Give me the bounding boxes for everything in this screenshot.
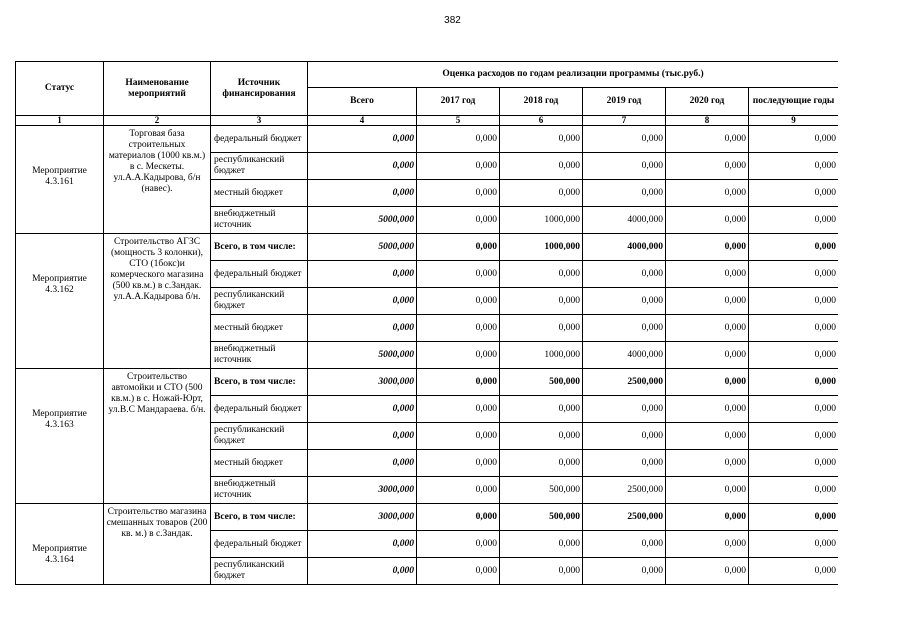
value-cell: 4000,000 — [583, 207, 666, 234]
value-cell: 0,000 — [583, 126, 666, 153]
value-cell: 1000,000 — [500, 342, 583, 369]
value-cell: 0,000 — [583, 153, 666, 180]
value-cell: 0,000 — [749, 423, 839, 450]
value-cell: 0,000 — [500, 288, 583, 315]
value-total: 3000,000 — [308, 369, 417, 396]
col-number: 5 — [417, 116, 500, 126]
value-cell: 0,000 — [417, 369, 500, 396]
value-cell: 0,000 — [583, 423, 666, 450]
value-cell: 0,000 — [500, 558, 583, 585]
expenses-table — [15, 61, 838, 585]
value-cell: 0,000 — [666, 180, 749, 207]
funding-source: местный бюджет — [211, 315, 308, 342]
header-estimate: Оценка расходов по годам реализации программы (тыс.руб.) — [308, 62, 839, 88]
value-cell: 0,000 — [417, 558, 500, 585]
value-total: 0,000 — [308, 126, 417, 153]
value-cell: 0,000 — [417, 396, 500, 423]
header-year-2019: 2019 год — [583, 88, 666, 116]
value-cell: 0,000 — [583, 288, 666, 315]
funding-source: внебюджетный источник — [211, 342, 308, 369]
event-status: Мероприятие 4.3.163 — [16, 369, 104, 504]
value-cell: 1000,000 — [500, 207, 583, 234]
value-cell: 0,000 — [417, 342, 500, 369]
value-cell: 0,000 — [749, 234, 839, 261]
value-cell: 0,000 — [500, 450, 583, 477]
value-total: 0,000 — [308, 423, 417, 450]
funding-source: внебюджетный источник — [211, 207, 308, 234]
value-cell: 0,000 — [666, 369, 749, 396]
value-cell: 0,000 — [666, 234, 749, 261]
value-cell: 0,000 — [583, 315, 666, 342]
value-total: 0,000 — [308, 153, 417, 180]
value-cell: 0,000 — [749, 369, 839, 396]
funding-source: внебюджетный источник — [211, 477, 308, 504]
event-name: Торговая база строительных материалов (1000 кв.м.) в с. Мескеты. ул.А.А.Кадырова, б/н (навес). — [104, 126, 211, 234]
value-cell: 0,000 — [417, 504, 500, 531]
value-total: 0,000 — [308, 450, 417, 477]
value-cell: 0,000 — [749, 126, 839, 153]
value-total: 5000,000 — [308, 234, 417, 261]
value-cell: 0,000 — [666, 423, 749, 450]
value-cell: 0,000 — [749, 180, 839, 207]
value-cell: 0,000 — [749, 531, 839, 558]
funding-source: Всего, в том числе: — [211, 234, 308, 261]
funding-source: республиканский бюджет — [211, 423, 308, 450]
value-cell: 0,000 — [417, 531, 500, 558]
table-row — [16, 126, 839, 153]
col-number: 7 — [583, 116, 666, 126]
col-number: 6 — [500, 116, 583, 126]
value-total: 0,000 — [308, 261, 417, 288]
header-year-2020: 2020 год — [666, 88, 749, 116]
value-cell: 0,000 — [500, 315, 583, 342]
value-cell: 0,000 — [500, 531, 583, 558]
value-cell: 0,000 — [749, 450, 839, 477]
funding-source: федеральный бюджет — [211, 126, 308, 153]
event-status: Мероприятие 4.3.161 — [16, 126, 104, 234]
funding-source: местный бюджет — [211, 180, 308, 207]
value-cell: 0,000 — [500, 396, 583, 423]
funding-source: федеральный бюджет — [211, 531, 308, 558]
funding-source: местный бюджет — [211, 450, 308, 477]
value-cell: 0,000 — [417, 315, 500, 342]
page-number: 382 — [444, 15, 461, 26]
value-cell: 0,000 — [583, 396, 666, 423]
value-cell: 0,000 — [583, 531, 666, 558]
value-cell: 0,000 — [666, 126, 749, 153]
value-cell: 2500,000 — [583, 477, 666, 504]
value-cell: 0,000 — [417, 261, 500, 288]
value-cell: 0,000 — [417, 423, 500, 450]
value-cell: 0,000 — [417, 477, 500, 504]
value-cell: 0,000 — [666, 531, 749, 558]
event-status: Мероприятие 4.3.162 — [16, 234, 104, 369]
funding-source: республиканский бюджет — [211, 558, 308, 585]
value-total: 0,000 — [308, 531, 417, 558]
header-source: Источник финансирования — [211, 62, 308, 116]
value-cell: 0,000 — [500, 261, 583, 288]
value-cell: 0,000 — [666, 558, 749, 585]
value-total: 0,000 — [308, 558, 417, 585]
value-total: 0,000 — [308, 315, 417, 342]
value-total: 0,000 — [308, 396, 417, 423]
value-total: 5000,000 — [308, 342, 417, 369]
value-total: 0,000 — [308, 180, 417, 207]
value-cell: 0,000 — [417, 153, 500, 180]
col-number: 9 — [749, 116, 839, 126]
col-number: 1 — [16, 116, 104, 126]
funding-source: Всего, в том числе: — [211, 369, 308, 396]
col-number: 3 — [211, 116, 308, 126]
value-cell: 2500,000 — [583, 369, 666, 396]
funding-source: федеральный бюджет — [211, 396, 308, 423]
value-cell: 0,000 — [500, 180, 583, 207]
value-cell: 0,000 — [749, 261, 839, 288]
value-cell: 0,000 — [666, 261, 749, 288]
event-name: Строительство автомойки и СТО (500 кв.м.) в с. Ножай-Юрт, ул.В.С Мандараева. б/н. — [104, 369, 211, 504]
value-cell: 0,000 — [417, 288, 500, 315]
funding-source: республиканский бюджет — [211, 288, 308, 315]
value-cell: 0,000 — [417, 207, 500, 234]
value-cell: 0,000 — [749, 288, 839, 315]
col-number: 2 — [104, 116, 211, 126]
table-viewport — [15, 61, 838, 605]
value-total: 3000,000 — [308, 477, 417, 504]
header-year-2018: 2018 год — [500, 88, 583, 116]
value-cell: 0,000 — [749, 396, 839, 423]
header-year-total: Всего — [308, 88, 417, 116]
table-row — [16, 234, 839, 261]
value-cell: 4000,000 — [583, 342, 666, 369]
value-cell: 0,000 — [666, 342, 749, 369]
header-year-2017: 2017 год — [417, 88, 500, 116]
funding-source: Всего, в том числе: — [211, 504, 308, 531]
value-cell: 0,000 — [749, 504, 839, 531]
value-cell: 4000,000 — [583, 234, 666, 261]
header-name: Наименование мероприятий — [104, 62, 211, 116]
value-cell: 0,000 — [666, 153, 749, 180]
value-cell: 0,000 — [500, 423, 583, 450]
table-row — [16, 369, 839, 396]
value-cell: 0,000 — [666, 207, 749, 234]
funding-source: федеральный бюджет — [211, 261, 308, 288]
value-cell: 500,000 — [500, 477, 583, 504]
value-cell: 0,000 — [583, 180, 666, 207]
value-cell: 0,000 — [666, 288, 749, 315]
value-cell: 0,000 — [749, 342, 839, 369]
value-cell: 0,000 — [500, 126, 583, 153]
value-cell: 500,000 — [500, 504, 583, 531]
value-cell: 0,000 — [500, 153, 583, 180]
header-year-later: последующие годы — [749, 88, 839, 116]
col-number: 8 — [666, 116, 749, 126]
value-cell: 0,000 — [749, 477, 839, 504]
value-total: 0,000 — [308, 288, 417, 315]
value-cell: 0,000 — [417, 450, 500, 477]
value-cell: 0,000 — [666, 504, 749, 531]
value-cell: 0,000 — [666, 450, 749, 477]
col-number: 4 — [308, 116, 417, 126]
value-cell: 0,000 — [417, 180, 500, 207]
funding-source: республиканский бюджет — [211, 153, 308, 180]
value-total: 3000,000 — [308, 504, 417, 531]
value-cell: 0,000 — [417, 126, 500, 153]
value-cell: 0,000 — [583, 450, 666, 477]
event-name: Строительство магазина смешанных товаров (200 кв. м.) в с.Зандак. — [104, 504, 211, 585]
value-cell: 0,000 — [749, 315, 839, 342]
value-cell: 0,000 — [666, 477, 749, 504]
value-cell: 2500,000 — [583, 504, 666, 531]
event-status: Мероприятие 4.3.164 — [16, 504, 104, 585]
value-cell: 1000,000 — [500, 234, 583, 261]
value-cell: 500,000 — [500, 369, 583, 396]
value-total: 5000,000 — [308, 207, 417, 234]
value-cell: 0,000 — [749, 207, 839, 234]
value-cell: 0,000 — [666, 315, 749, 342]
event-name: Строительство АГЗС (мощность 3 колонки), СТО (1бокс)и комерческого магазина (500 кв.м.) в с.Зандак. ул.А.А.Кадырова б/н. — [104, 234, 211, 369]
value-cell: 0,000 — [583, 558, 666, 585]
value-cell: 0,000 — [666, 396, 749, 423]
value-cell: 0,000 — [749, 153, 839, 180]
value-cell: 0,000 — [417, 234, 500, 261]
value-cell: 0,000 — [749, 558, 839, 585]
table-row — [16, 504, 839, 531]
header-status: Статус — [16, 62, 104, 116]
value-cell: 0,000 — [583, 261, 666, 288]
